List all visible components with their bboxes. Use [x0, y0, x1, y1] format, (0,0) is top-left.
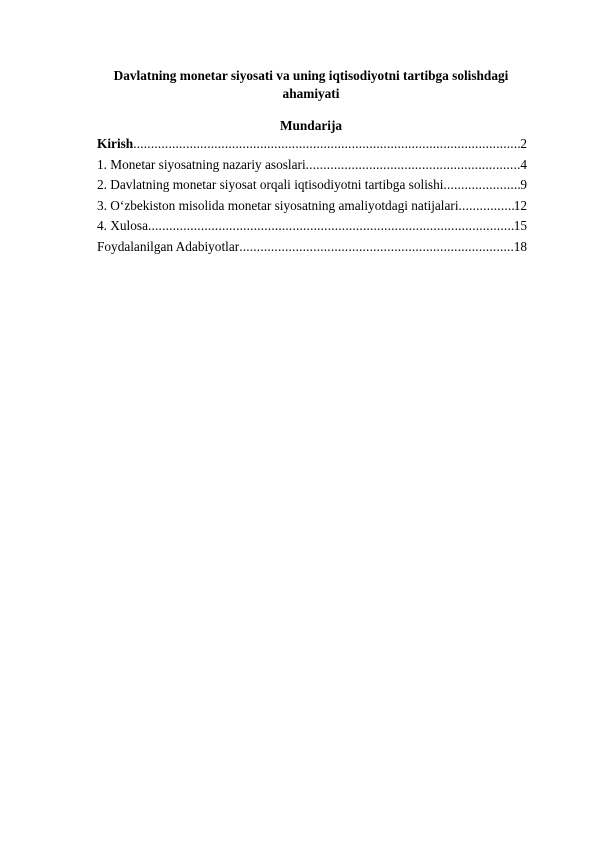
toc-entry-section-1[interactable]: [97, 157, 527, 178]
toc-entry-section-3[interactable]: [97, 198, 527, 219]
toc-dot-leader: [443, 177, 520, 193]
toc-entry-label: 2. Davlatning monetar siyosat orqali iqtisodiyotni tartibga solishi: [97, 177, 444, 192]
toc-page-number: 18: [513, 238, 527, 254]
toc-entry-label: Kirish: [97, 136, 134, 151]
toc-heading: Mundarija: [279, 118, 343, 133]
document-title: Davlatning monetar siyosati va uning iqtisodiyotni tartibga solishdagi ahamiyati: [113, 68, 509, 101]
toc-page-number: 2: [520, 136, 527, 151]
toc-page-number: 9: [520, 177, 527, 192]
toc-entry-kirish[interactable]: [97, 136, 527, 157]
toc-entry-references[interactable]: [97, 239, 527, 260]
toc-dot-leader: [148, 218, 514, 234]
toc-page-number: 12: [513, 197, 527, 213]
toc-dot-leader: [239, 239, 514, 255]
toc-entry-label: 3. O‘zbekiston misolida monetar siyosatning amaliyotdagi natijalari: [97, 197, 459, 213]
toc-entry-label: Foydalanilgan Adabiyotlar: [97, 238, 240, 254]
table-of-contents: [97, 136, 527, 259]
toc-dot-leader: [459, 198, 514, 214]
toc-dot-leader: [133, 136, 520, 152]
toc-page-number: 15: [513, 218, 527, 233]
toc-entry-section-4[interactable]: [97, 218, 527, 239]
toc-entry-label: 1. Monetar siyosatning nazariy asoslari: [97, 156, 306, 172]
toc-entry-label: 4. Xulosa: [97, 218, 148, 233]
toc-page-number: 4: [520, 156, 527, 172]
toc-entry-section-2[interactable]: [97, 177, 527, 198]
toc-dot-leader: [306, 157, 521, 173]
